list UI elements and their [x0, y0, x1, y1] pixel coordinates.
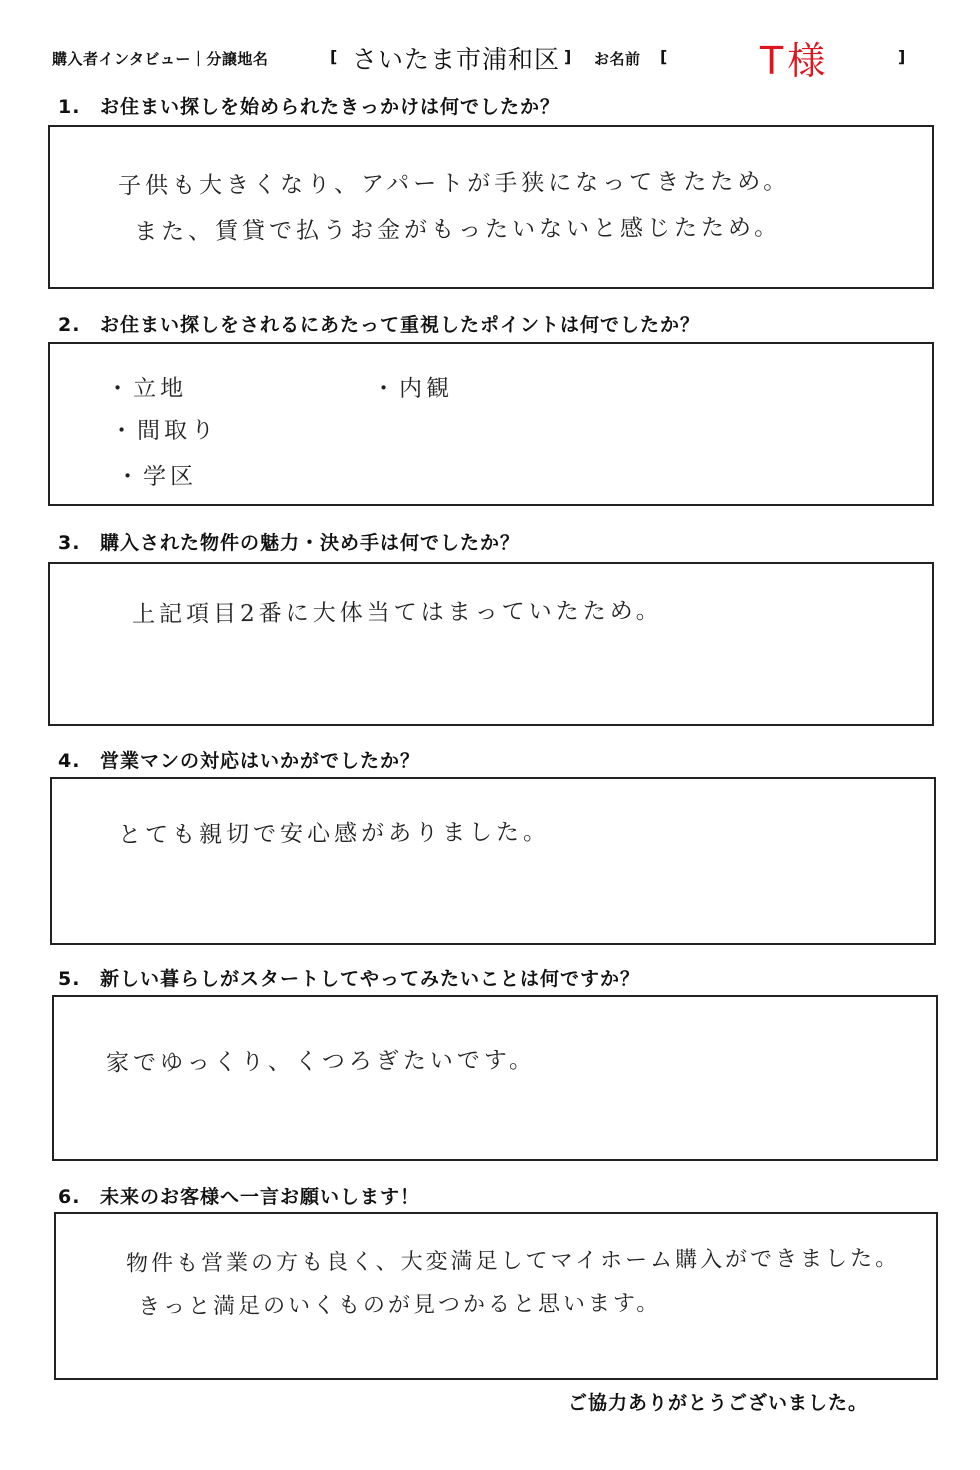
- question-number: 4.: [58, 750, 81, 772]
- question-6: [58, 1182, 420, 1209]
- answer-box-6: [54, 1212, 938, 1380]
- area-bracket-open: [: [330, 47, 338, 66]
- question-number: 1.: [58, 96, 81, 118]
- question-text: 営業マンの対応はいかがでしたか？: [100, 750, 421, 772]
- question-text: 購入された物件の魅力・決め手は何でしたか？: [100, 532, 521, 554]
- answer-box-4: [50, 777, 936, 945]
- answer-box-2: [48, 342, 934, 506]
- answer-item: ・学区: [115, 463, 198, 491]
- answer-line: また、賃貸で払うお金がもったいないと感じたため。: [133, 214, 782, 246]
- answer-box-3: [48, 562, 934, 726]
- interview-label: 購入者インタビュー｜分譲地名: [52, 50, 269, 68]
- question-number: 6.: [58, 1186, 81, 1208]
- answer-item: ・内観: [371, 375, 454, 403]
- answer-line: 家でゆっくり、くつろぎたいです。: [105, 1047, 537, 1077]
- question-5: [58, 964, 640, 991]
- question-text: 未来のお客様へ一言お願いします！: [100, 1186, 421, 1208]
- question-text: お住まい探しを始められたきっかけは何でしたか？: [100, 96, 561, 118]
- answer-line: 上記項目2番に大体当てはまっていたため。: [131, 598, 663, 628]
- answer-item: ・立地: [105, 375, 188, 403]
- question-number: 5.: [58, 968, 81, 990]
- question-text: お住まい探しをされるにあたって重視したポイントは何でしたか？: [100, 314, 701, 336]
- answer-item: ・間取り: [109, 417, 219, 445]
- header: [52, 38, 932, 83]
- area-bracket-close: ]: [564, 47, 572, 66]
- answer-box-5: [52, 995, 938, 1161]
- answer-line: とても親切で安心感がありました。: [117, 819, 551, 849]
- name-label: お名前: [594, 50, 641, 68]
- answer-line: 子供も大きくなり、アパートが手狭になってきたため。: [117, 168, 791, 200]
- area-name: さいたま市浦和区: [352, 45, 561, 74]
- question-1: [58, 92, 560, 119]
- answer-line: 物件も営業の方も良く、大変満足してマイホーム購入ができました。: [125, 1246, 901, 1277]
- question-number: 2.: [58, 314, 81, 336]
- name-bracket-open: [: [660, 47, 668, 66]
- question-2: [58, 310, 700, 337]
- question-3: [58, 528, 520, 555]
- customer-name: T様: [760, 39, 830, 83]
- question-4: [58, 746, 420, 773]
- footer-thanks: ご協力ありがとうございました。: [568, 1392, 869, 1414]
- answer-line: きっと満足のいくものが見つかると思います。: [137, 1291, 662, 1320]
- question-number: 3.: [58, 532, 81, 554]
- question-text: 新しい暮らしがスタートしてやってみたいことは何ですか？: [100, 968, 641, 990]
- answer-box-1: [48, 125, 934, 289]
- name-bracket-close: ]: [898, 47, 906, 66]
